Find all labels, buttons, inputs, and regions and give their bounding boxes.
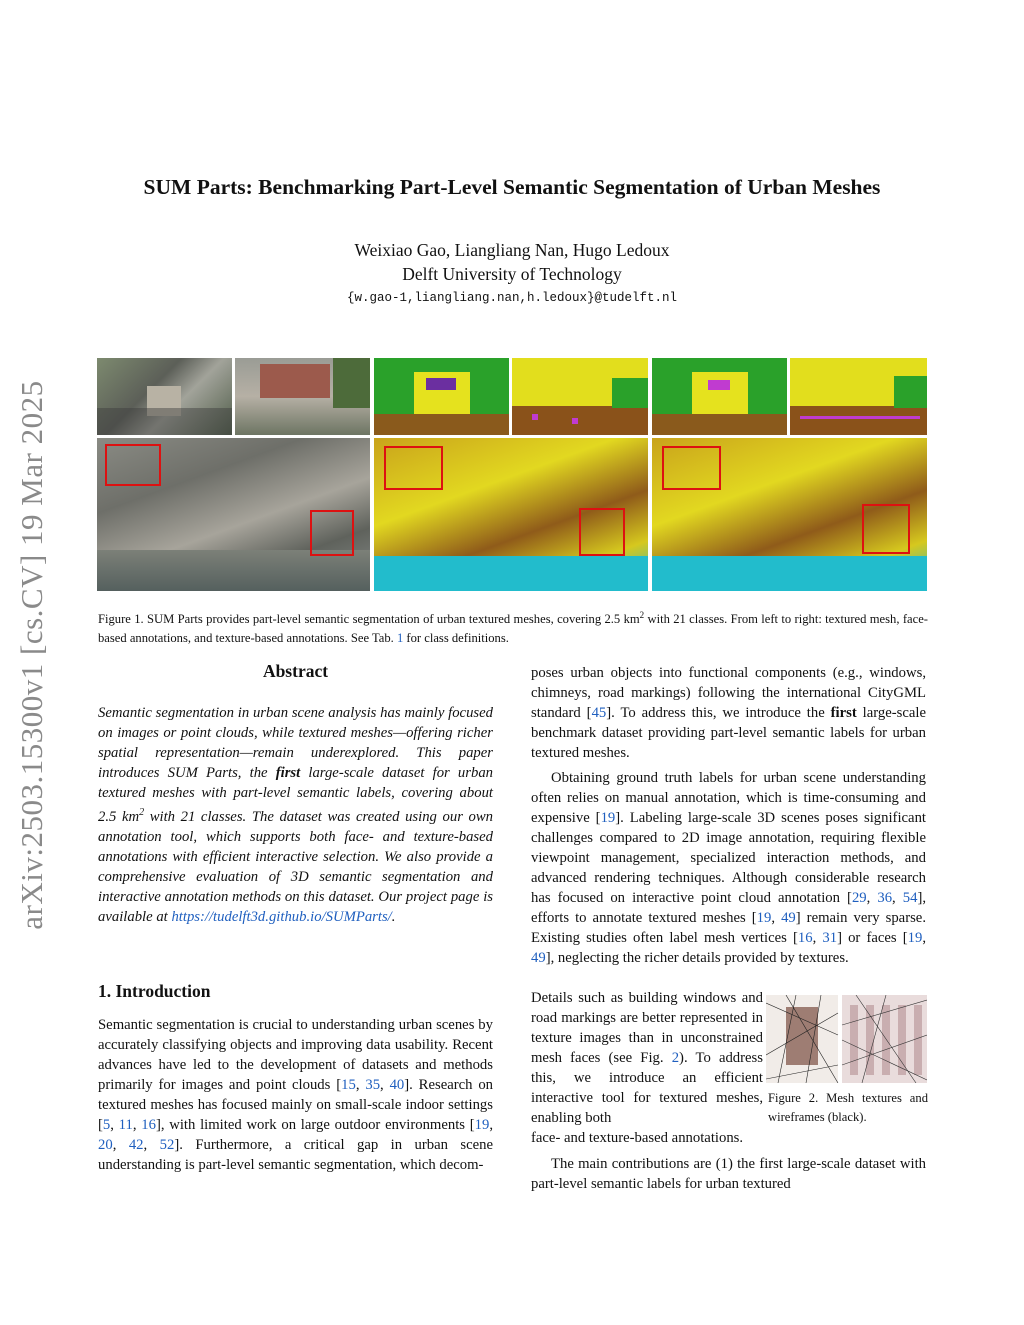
project-page-link[interactable]: https://tudelft3d.github.io/SUMParts/	[171, 908, 392, 925]
figure-1-zoom-face-b	[512, 358, 648, 435]
citation-link[interactable]: 54	[902, 890, 918, 906]
paper-affiliation: Delft University of Technology	[402, 264, 622, 284]
figure-2-image	[766, 995, 927, 1083]
citation-link[interactable]: 36	[877, 890, 893, 906]
citation-link[interactable]: 11	[118, 1117, 133, 1133]
paper-title: SUM Parts: Benchmarking Part-Level Semantic Segmentation of Urban Meshes	[143, 175, 881, 199]
right-paragraph-2-wrap: Details such as building windows and road markings are better represented in texture images than in unconstrained mesh faces (see Fig. 2). To address this, we introduce an efficient interactive tool for textured meshes, enabling both	[531, 990, 763, 1126]
right-paragraph-2-end: face- and texture-based annotations.	[531, 1130, 744, 1146]
right-paragraph-3: The main contributions are (1) the first large-scale dataset with part-level semantic labels for urban textured	[531, 1156, 926, 1192]
citation-link[interactable]: 29	[851, 890, 867, 906]
right-paragraph-2: Obtaining ground truth labels for urban scene understanding often relies on manual annotation, which is time-consuming and expensive [19]. Labeling large-scale 3D scenes poses significant challenges compared to 2D image annotation, requiring flexible viewpoint management, specialized interaction methods, and advanced rendering techniques. Although considerable research has focused on interactive point cloud annotation [29, 36, 54], efforts to annotate textured meshes [19, 49] remain very sparse. Existing studies often label mesh vertices [16, 31] or faces [19, 49], neglecting the richer details provided by textures.	[531, 770, 927, 966]
intro-paragraph-1: Semantic segmentation is crucial to understanding urban scenes by accurately classifying objects and improving data usability. Recent advances have led to the development of datasets and methods primarily for images and point clouds [15, 35, 40]. Research on textured meshes has focused mainly on small-scale indoor settings [5, 11, 16], with limited work on large outdoor environments [19, 20, 42, 52]. Furthermore, a critical gap in urban scene understanding is part-level semantic segmentation, which decom-	[98, 1017, 494, 1173]
citation-link[interactable]: 40	[389, 1077, 405, 1093]
figure-1-overview-face	[374, 438, 648, 591]
figure-1-caption: Figure 1. SUM Parts provides part-level semantic segmentation of urban textured meshes, covering 2.5 $km^2$ with 21 classes. From left to right: textured mesh, face-based annotations, and texture-based annotations. See Tab. 1 for class definitions.	[98, 610, 928, 646]
right-paragraph-1: poses urban objects into functional components (e.g., windows, chimneys, road markings) following the international CityGML standard [45]. To address this, we introduce the first large-scale benchmark dataset providing part-level semantic labels for urban textured meshes.	[531, 665, 927, 761]
section-heading-introduction: 1. Introduction	[98, 981, 211, 1001]
figure-1-zoom-textured-b	[235, 358, 370, 435]
abstract-heading: Abstract	[262, 661, 329, 681]
citation-link[interactable]: 16	[797, 930, 813, 946]
citation-link[interactable]: 19	[907, 930, 923, 946]
figure-1	[97, 358, 927, 591]
figure-1-overview-textured	[97, 438, 370, 591]
citation-link[interactable]: 52	[159, 1137, 175, 1153]
citation-link[interactable]: 19	[474, 1117, 490, 1133]
citation-link[interactable]: 49	[531, 950, 546, 966]
citation-link[interactable]: 15	[341, 1077, 356, 1093]
abstract-text: Semantic segmentation in urban scene analysis has mainly focused on images or point clouds, while textured meshes—offering richer spatial representation—remain underexplored. This paper introduces SUM Parts, the first large-scale dataset for urban textured meshes with part-level semantic labels, covering about 2.5 $km^2$ with 21 classes. The dataset was created using our own annotation tool, which supports both face- and texture-based annotations with efficient interactive selection. We also provide a comprehensive evaluation of 3D semantic segmentation and interactive annotation methods on this dataset. Our project page is available at https://tudelft3d.github.io/SUMParts/.	[98, 705, 494, 925]
citation-link[interactable]: 49	[781, 910, 796, 926]
arxiv-stamp	[12, 350, 52, 960]
paper-email: {w.gao-1,liangliang.nan,h.ledoux}@tudelft.nl	[346, 291, 678, 305]
figure-1-overview-texture	[652, 438, 927, 591]
citation-link[interactable]: 35	[365, 1077, 381, 1093]
abstract-first: first	[275, 765, 301, 781]
citation-link[interactable]: 45	[591, 705, 607, 721]
figure-2	[766, 995, 927, 1083]
citation-link[interactable]: 31	[822, 930, 838, 946]
citation-link[interactable]: 19	[600, 810, 616, 826]
figure-1-zoom-face-a	[374, 358, 509, 435]
citation-link[interactable]: 5	[102, 1117, 111, 1133]
paper-authors: Weixiao Gao, Liangliang Nan, Hugo Ledoux	[354, 240, 670, 260]
figure-1-zoom-texture-b	[790, 358, 927, 435]
citation-link[interactable]: 20	[98, 1137, 113, 1153]
citation-link[interactable]: 2	[671, 1050, 680, 1066]
figure-2-caption: Figure 2. Mesh textures and wireframes (black).	[768, 1091, 928, 1124]
figure-1-zoom-texture-a	[652, 358, 787, 435]
figure-1-zoom-textured-a	[97, 358, 232, 435]
citation-link[interactable]: 16	[141, 1117, 156, 1133]
citation-link[interactable]: 42	[128, 1137, 144, 1153]
table-ref[interactable]: 1	[396, 631, 404, 646]
arxiv-id: arXiv:2503.15300v1 [cs.CV] 19 Mar 2025	[14, 380, 49, 930]
emphasis-text: first	[830, 705, 857, 721]
citation-link[interactable]: 19	[756, 910, 772, 926]
